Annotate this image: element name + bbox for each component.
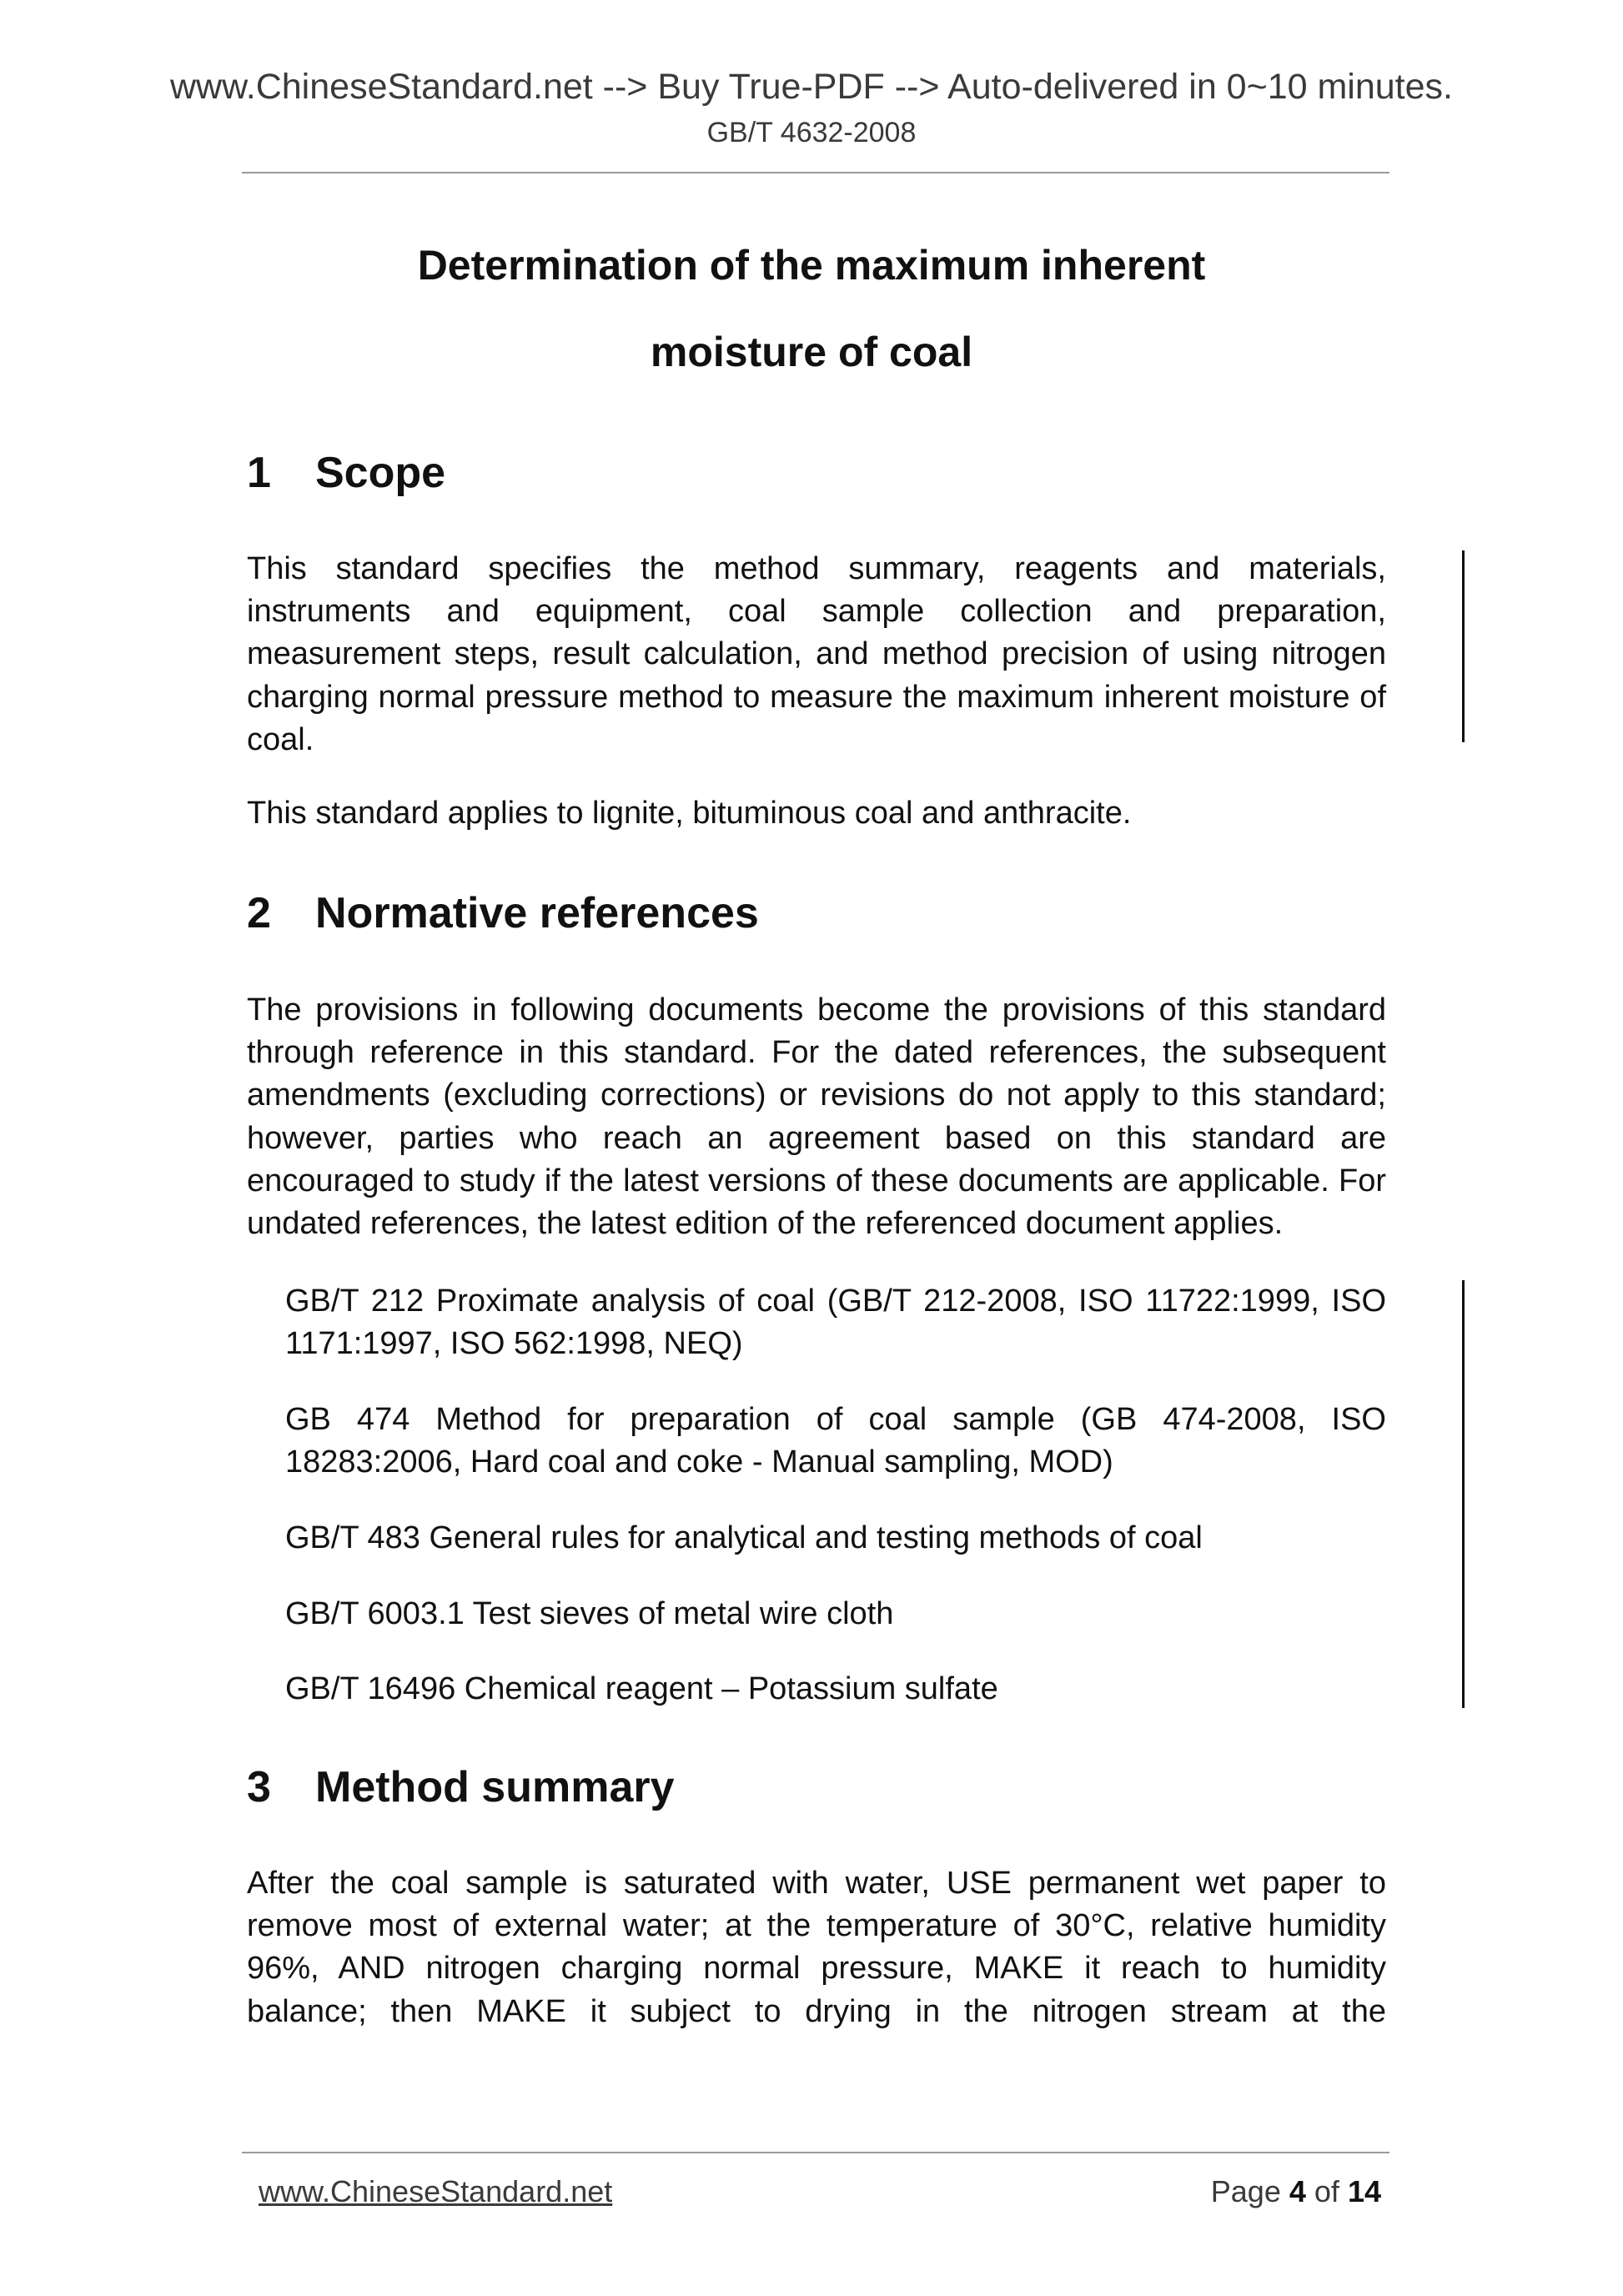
footer-website-link[interactable]: www.ChineseStandard.net (259, 2174, 613, 2208)
section-number: 2 (247, 889, 271, 937)
section-heading-method-summary (247, 1761, 675, 1813)
section-heading-scope (247, 447, 445, 499)
section-number: 1 (247, 449, 271, 497)
header-divider (242, 172, 1389, 173)
section-title: Normative references (315, 889, 759, 937)
reference-item: GB 474 Method for preparation of coal sample (GB 474-2008, ISO 18283:2006, Hard coal and coke - Manual sampling, MOD) (285, 1402, 1386, 1480)
header-banner: www.ChineseStandard.net --> Buy True-PDF --> Auto-delivered in 0~10 minutes. (169, 67, 1453, 107)
section-heading-normative-references (247, 887, 759, 939)
reference-item: GB/T 6003.1 Test sieves of metal wire cloth (285, 1596, 894, 1631)
page-total: 14 (1347, 2174, 1381, 2208)
change-bar (1462, 550, 1465, 742)
section-title: Method summary (315, 1763, 675, 1811)
reference-item: GB/T 483 General rules for analytical and testing methods of coal (285, 1520, 1203, 1555)
page-current: 4 (1289, 2174, 1306, 2208)
document-title-line1: Determination of the maximum inherent (417, 242, 1206, 289)
document-title-line2: moisture of coal (650, 329, 973, 375)
section-number: 3 (247, 1763, 271, 1811)
change-bar (1462, 1280, 1465, 1708)
scope-paragraph-2: This standard applies to lignite, bituminous coal and anthracite. (247, 796, 1132, 831)
reference-item: GB/T 212 Proximate analysis of coal (GB/T 212-2008, ISO 11722:1999, ISO 1171:1997, ISO 562:1998, NEQ) (285, 1284, 1386, 1362)
references-intro-paragraph: The provisions in following documents become the provisions of this standard through reference in this standard. For the dated references, the subsequent amendments (excluding corrections) or revisions do not apply to this standard; however, parties who reach an agreement based on this standard are encouraged to study if the latest versions of these documents are applicable. For undated references, the latest edition of the referenced document applies. (247, 992, 1386, 1242)
section-title: Scope (315, 449, 446, 497)
page-word: Page (1210, 2174, 1281, 2208)
page-indicator (1211, 2173, 1381, 2210)
header-standard-number: GB/T 4632-2008 (706, 117, 917, 148)
page-of: of (1314, 2174, 1339, 2208)
method-summary-paragraph: After the coal sample is saturated with water, USE permanent wet paper to remove most of external water; at the temperature of 30°C, relative humidity 96%, AND nitrogen charging normal pressure, MAKE it reach to humidity balance; then MAKE it subject to drying in the nitrogen stream at the (247, 1866, 1386, 2029)
footer-divider (242, 2152, 1389, 2153)
scope-paragraph-1: This standard specifies the method summary, reagents and materials, instruments and equipment, coal sample collection and preparation, measurement steps, result calculation, and method precision of using nitrogen charging normal pressure method to measure the maximum inherent moisture of coal. (247, 551, 1386, 757)
reference-item: GB/T 16496 Chemical reagent – Potassium sulfate (285, 1671, 998, 1706)
